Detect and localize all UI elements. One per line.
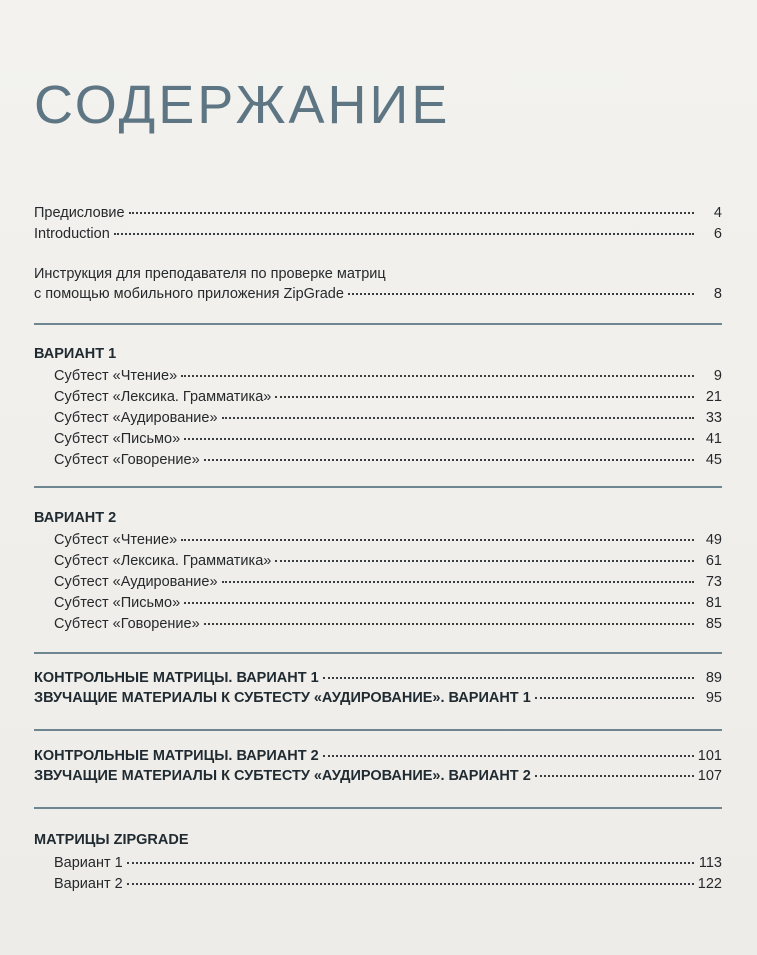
toc-entry-label: Субтест «Письмо»	[54, 431, 181, 447]
dot-leader	[129, 212, 694, 214]
dot-leader	[184, 602, 694, 604]
toc-entry-label: Субтест «Говорение»	[54, 452, 200, 468]
toc-entry-label: Вариант 2	[54, 876, 123, 892]
toc-entry-audio-materials-2[interactable]	[34, 766, 722, 786]
toc-entry-audio-materials-1[interactable]	[34, 688, 722, 708]
dot-leader	[222, 417, 694, 419]
toc-entry-v1-grammar[interactable]	[34, 387, 722, 407]
toc-entry-label: Субтест «Чтение»	[54, 532, 178, 548]
toc-entry-page: 95	[705, 690, 722, 706]
dot-leader	[127, 883, 694, 885]
toc-entry-page: 45	[705, 452, 722, 468]
toc-entry-v2-speaking[interactable]	[34, 614, 722, 634]
section-divider	[34, 729, 722, 731]
toc-entry-page: 8	[713, 286, 722, 302]
toc-entry-zipgrade-variant1[interactable]	[34, 853, 722, 873]
page-title: СОДЕРЖАНИЕ	[34, 75, 451, 135]
dot-leader	[184, 438, 694, 440]
section-heading-variant1[interactable]: ВАРИАНТ 1	[34, 346, 117, 362]
dot-leader	[323, 677, 694, 679]
toc-entry-label: ЗВУЧАЩИЕ МАТЕРИАЛЫ К СУБТЕСТУ «АУДИРОВАНИЕ». ВАРИАНТ 1	[34, 690, 531, 706]
toc-entry-page: 122	[697, 876, 722, 892]
toc-entry-label: Субтест «Лексика. Грамматика»	[54, 553, 272, 569]
dot-leader	[181, 375, 694, 377]
toc-entry-page: 33	[705, 410, 722, 426]
dot-leader	[275, 560, 694, 562]
toc-entry-page: 21	[705, 389, 722, 405]
toc-entry-control-matrices-1[interactable]	[34, 668, 722, 688]
dot-leader	[535, 697, 694, 699]
toc-entry-label: Субтест «Письмо»	[54, 595, 181, 611]
toc-entry-label: Субтест «Говорение»	[54, 616, 200, 632]
toc-entry-v2-listening[interactable]	[34, 572, 722, 592]
toc-entry-label: Introduction	[34, 226, 110, 242]
toc-entry-v2-grammar[interactable]	[34, 551, 722, 571]
toc-entry-label: ЗВУЧАЩИЕ МАТЕРИАЛЫ К СУБТЕСТУ «АУДИРОВАНИЕ». ВАРИАНТ 2	[34, 768, 531, 784]
dot-leader	[535, 775, 694, 777]
dot-leader	[127, 862, 694, 864]
dot-leader	[204, 459, 694, 461]
toc-entry-v1-writing[interactable]	[34, 429, 722, 449]
toc-entry-page: 85	[705, 616, 722, 632]
toc-entry-v1-speaking[interactable]	[34, 450, 722, 470]
dot-leader	[323, 755, 694, 757]
toc-entry-page: 107	[697, 768, 722, 784]
dot-leader	[222, 581, 694, 583]
dot-leader	[348, 293, 694, 295]
toc-entry-page: 73	[705, 574, 722, 590]
toc-entry-page: 9	[713, 368, 722, 384]
toc-entry-zipgrade-variant2[interactable]	[34, 874, 722, 894]
toc-entry-page: 81	[705, 595, 722, 611]
toc-entry-page: 41	[705, 431, 722, 447]
section-heading-zipgrade[interactable]: МАТРИЦЫ ZIPGRADE	[34, 832, 189, 848]
toc-entry-page: 61	[705, 553, 722, 569]
toc-entry-label: с помощью мобильного приложения ZipGrade	[34, 286, 344, 302]
section-divider	[34, 486, 722, 488]
toc-entry-page: 101	[697, 748, 722, 764]
toc-entry-v2-reading[interactable]	[34, 530, 722, 550]
dot-leader	[181, 539, 694, 541]
toc-entry-instruction[interactable]	[34, 284, 722, 304]
toc-entry-v1-listening[interactable]	[34, 408, 722, 428]
toc-entry-introduction[interactable]	[34, 224, 722, 244]
toc-entry-label: Субтест «Лексика. Грамматика»	[54, 389, 272, 405]
toc-entry-control-matrices-2[interactable]	[34, 746, 722, 766]
section-divider	[34, 323, 722, 325]
toc-entry-label: Предисловие	[34, 205, 125, 221]
toc-entry-label: Субтест «Аудирование»	[54, 574, 218, 590]
dot-leader	[275, 396, 694, 398]
toc-entry-label: Вариант 1	[54, 855, 123, 871]
toc-entry-page: 49	[705, 532, 722, 548]
toc-entry-page: 4	[713, 205, 722, 221]
toc-entry-page: 6	[713, 226, 722, 242]
toc-entry-v1-reading[interactable]	[34, 366, 722, 386]
toc-entry-label: Субтест «Чтение»	[54, 368, 178, 384]
toc-entry-preface[interactable]	[34, 203, 722, 223]
toc-entry-page: 113	[698, 855, 722, 871]
toc-entry-label: КОНТРОЛЬНЫЕ МАТРИЦЫ. ВАРИАНТ 1	[34, 670, 319, 686]
section-divider	[34, 652, 722, 654]
toc-entry-label: КОНТРОЛЬНЫЕ МАТРИЦЫ. ВАРИАНТ 2	[34, 748, 319, 764]
toc-entry-label: Субтест «Аудирование»	[54, 410, 218, 426]
dot-leader	[204, 623, 694, 625]
section-heading-variant2[interactable]: ВАРИАНТ 2	[34, 510, 117, 526]
section-divider	[34, 807, 722, 809]
dot-leader	[114, 233, 694, 235]
toc-entry-page: 89	[705, 670, 722, 686]
toc-entry-instruction-line1[interactable]: Инструкция для преподавателя по проверке матриц	[34, 266, 386, 282]
toc-entry-v2-writing[interactable]	[34, 593, 722, 613]
